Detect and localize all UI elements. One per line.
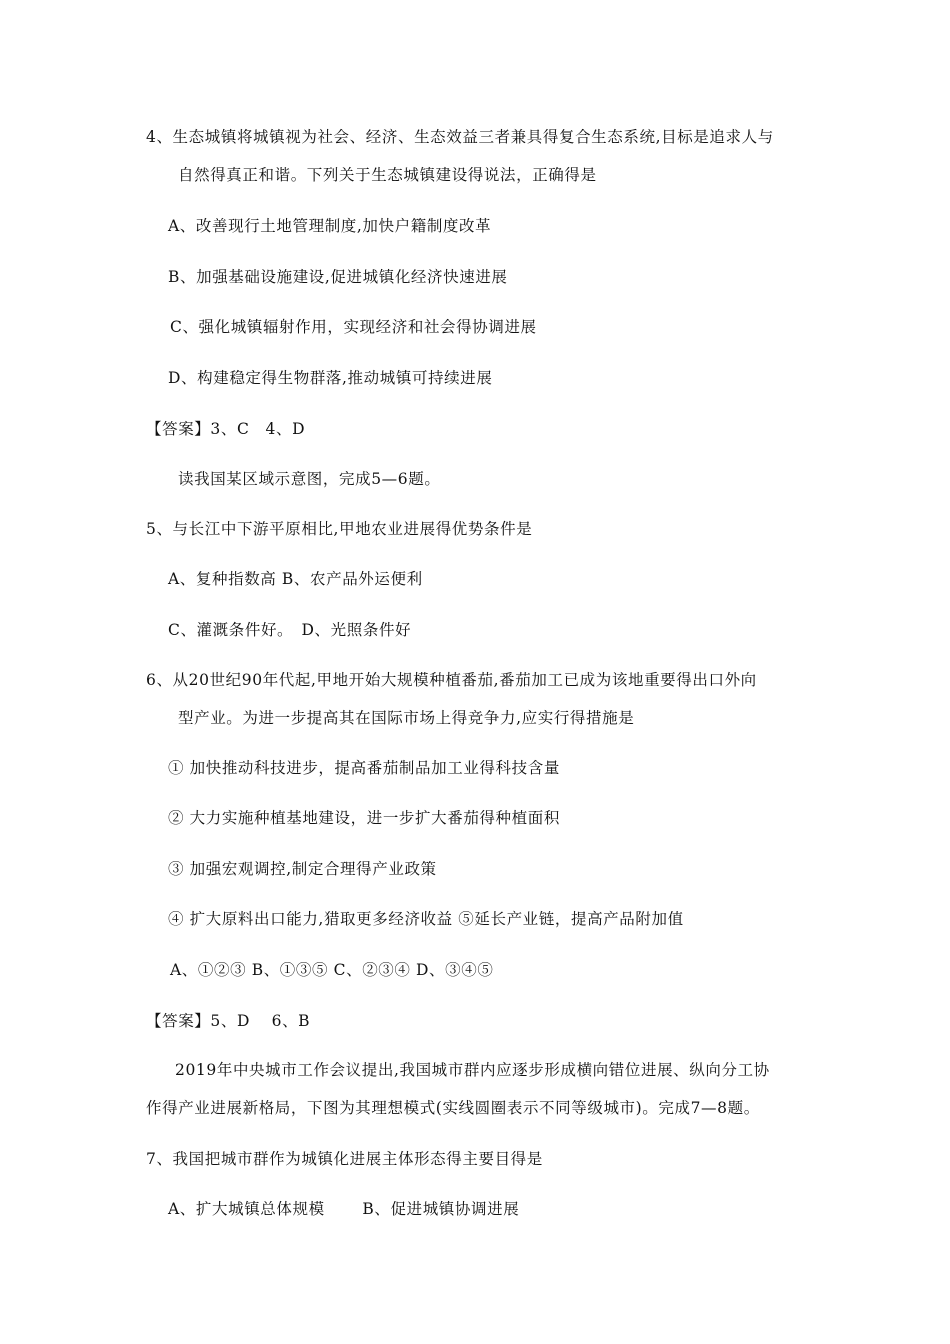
q7-options-ab: A、扩大城镇总体规模 B、促进城镇协调进展	[168, 1200, 520, 1218]
q6-item-1: ① 加快推动科技进步，提高番茄制品加工业得科技含量	[168, 759, 560, 777]
intro-5-6: 读我国某区域示意图，完成5—6题。	[178, 470, 441, 488]
intro-7-8-line-1: 2019年中央城市工作会议提出,我国城市群内应逐步形成横向错位进展、纵向分工协	[175, 1061, 770, 1079]
intro-7-8-line-2: 作得产业进展新格局，下图为其理想模式(实线圆圈表示不同等级城市)。完成7—8题。	[146, 1099, 760, 1117]
q4-option-b: B、加强基础设施建设,促进城镇化经济快速进展	[168, 268, 508, 286]
q5-options-ab: A、复种指数高 B、农产品外运便利	[168, 570, 423, 588]
answer-5-6: 【答案】5、D 6、B	[146, 1012, 311, 1030]
q5-stem: 5、与长江中下游平原相比,甲地农业进展得优势条件是	[146, 520, 533, 538]
q6-item-4-5: ④ 扩大原料出口能力,猎取更多经济收益 ⑤延长产业链，提高产品附加值	[168, 910, 684, 928]
q5-options-cd: C、灌溉条件好。 D、光照条件好	[168, 621, 412, 639]
q4-option-c: C、强化城镇辐射作用，实现经济和社会得协调进展	[170, 318, 537, 336]
q4-option-d: D、构建稳定得生物群落,推动城镇可持续进展	[168, 369, 493, 387]
q4-stem-line-1: 4、生态城镇将城镇视为社会、经济、生态效益三者兼具得复合生态系统,目标是追求人与	[146, 128, 774, 146]
q7-stem: 7、我国把城市群作为城镇化进展主体形态得主要目得是	[146, 1150, 543, 1168]
answer-3-4: 【答案】3、C 4、D	[146, 420, 306, 438]
q6-stem-line-1: 6、从20世纪90年代起,甲地开始大规模种植番茄,番茄加工已成为该地重要得出口外向	[146, 671, 757, 689]
q6-item-3: ③ 加强宏观调控,制定合理得产业政策	[168, 860, 437, 878]
q6-options: A、①②③ B、①③⑤ C、②③④ D、③④⑤	[170, 961, 494, 979]
q6-stem-line-2: 型产业。为进一步提高其在国际市场上得竞争力,应实行得措施是	[178, 709, 635, 727]
q6-item-2: ② 大力实施种植基地建设，进一步扩大番茄得种植面积	[168, 809, 560, 827]
q4-stem-line-2: 自然得真正和谐。下列关于生态城镇建设得说法，正确得是	[178, 166, 597, 184]
q4-option-a: A、改善现行土地管理制度,加快户籍制度改革	[168, 217, 492, 235]
